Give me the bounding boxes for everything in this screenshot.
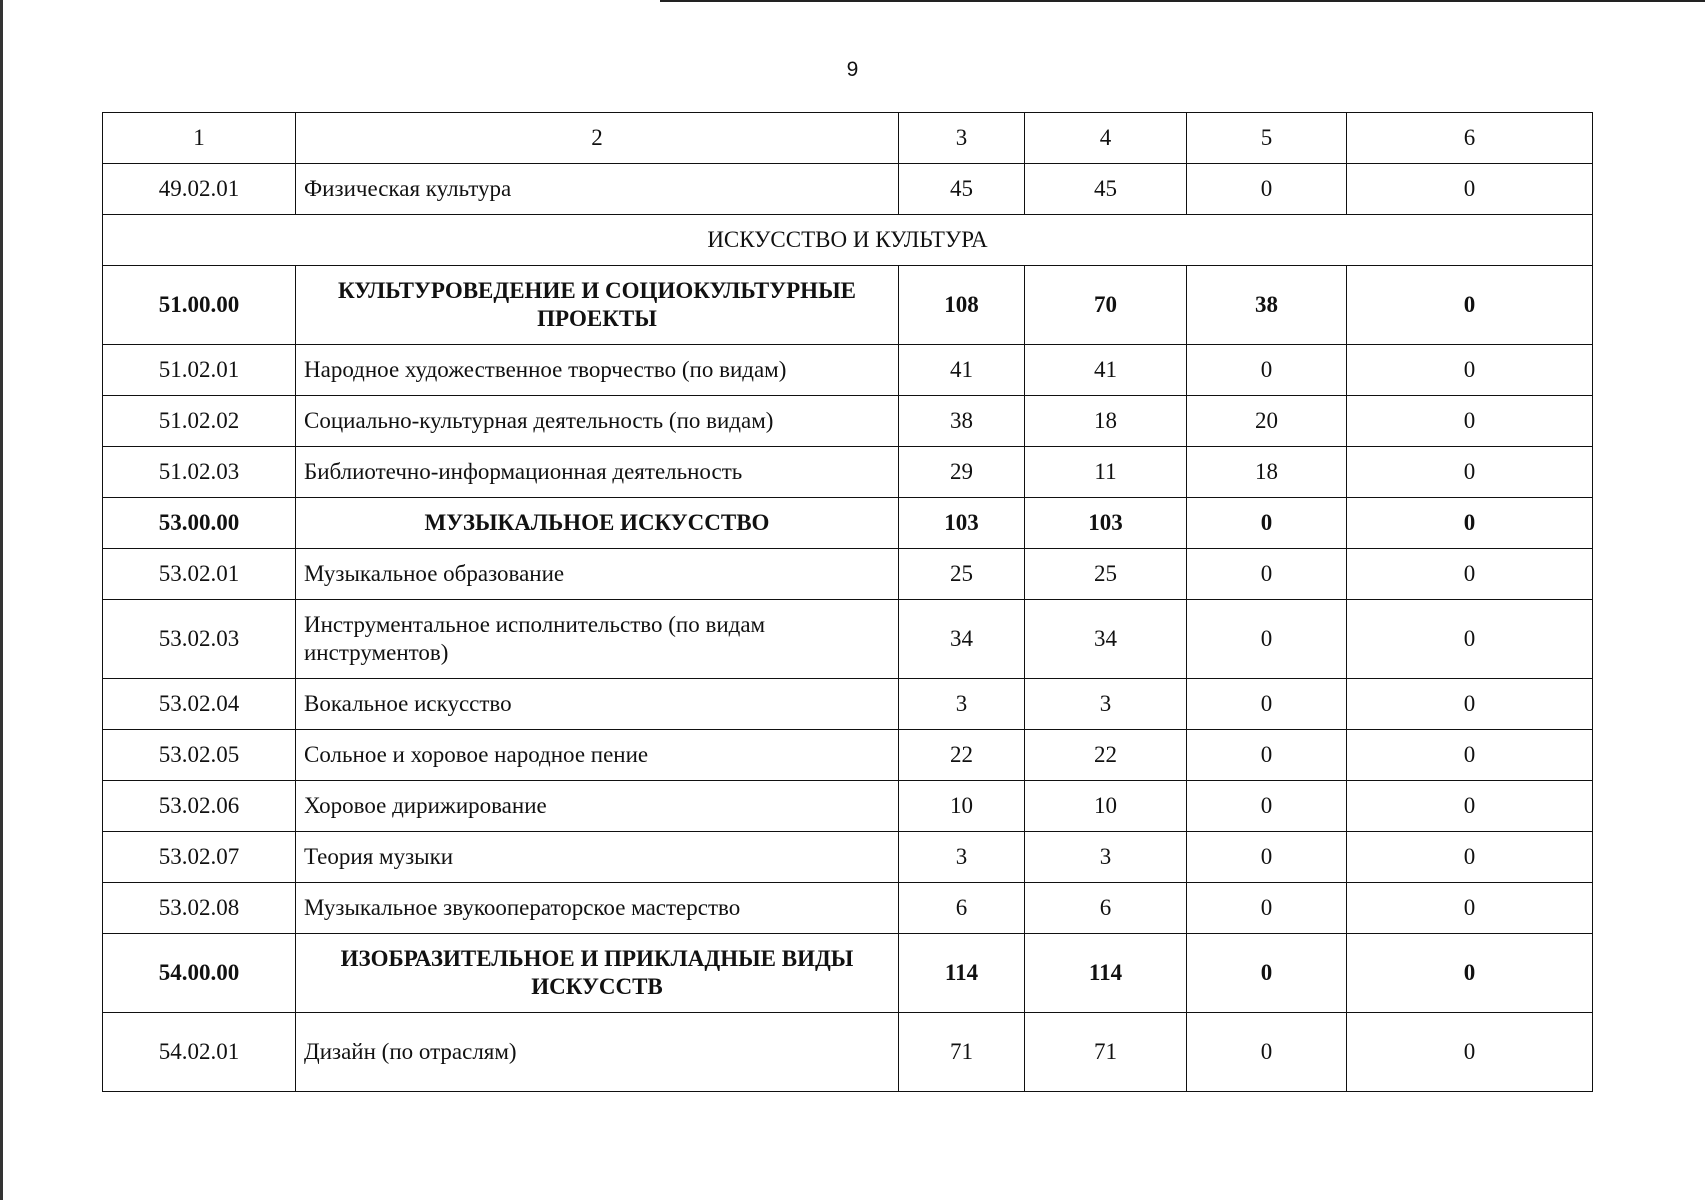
cell-col4: 114 bbox=[1025, 934, 1187, 1013]
cell-col3: 45 bbox=[899, 164, 1025, 215]
cell-col6: 0 bbox=[1347, 164, 1593, 215]
cell-col4: 45 bbox=[1025, 164, 1187, 215]
cell-col3: 108 bbox=[899, 266, 1025, 345]
table-row bbox=[103, 549, 1593, 600]
table-header-row bbox=[103, 113, 1593, 164]
section-row bbox=[103, 215, 1593, 266]
cell-code: 54.02.01 bbox=[103, 1013, 296, 1092]
cell-code: 54.00.00 bbox=[103, 934, 296, 1013]
cell-code: 53.02.07 bbox=[103, 832, 296, 883]
cell-col3: 29 bbox=[899, 447, 1025, 498]
table-row bbox=[103, 345, 1593, 396]
cell-col3: 41 bbox=[899, 345, 1025, 396]
header-col-6: 6 bbox=[1347, 113, 1593, 164]
cell-col6: 0 bbox=[1347, 600, 1593, 679]
cell-col4: 103 bbox=[1025, 498, 1187, 549]
cell-col6: 0 bbox=[1347, 447, 1593, 498]
cell-col5: 0 bbox=[1187, 730, 1347, 781]
cell-name: Хоровое дирижирование bbox=[296, 781, 899, 832]
cell-col5: 0 bbox=[1187, 781, 1347, 832]
cell-col6: 0 bbox=[1347, 679, 1593, 730]
cell-col6: 0 bbox=[1347, 266, 1593, 345]
cell-col3: 114 bbox=[899, 934, 1025, 1013]
cell-name: Музыкальное звукооператорское мастерство bbox=[296, 883, 899, 934]
cell-col3: 10 bbox=[899, 781, 1025, 832]
table-row bbox=[103, 679, 1593, 730]
cell-code: 49.02.01 bbox=[103, 164, 296, 215]
cell-name: КУЛЬТУРОВЕДЕНИЕ И СОЦИОКУЛЬТУРНЫЕ ПРОЕКТЫ bbox=[296, 266, 899, 345]
table-row bbox=[103, 164, 1593, 215]
cell-col4: 25 bbox=[1025, 549, 1187, 600]
cell-name: Дизайн (по отраслям) bbox=[296, 1013, 899, 1092]
header-col-1: 1 bbox=[103, 113, 296, 164]
cell-code: 51.02.01 bbox=[103, 345, 296, 396]
cell-col6: 0 bbox=[1347, 345, 1593, 396]
cell-col5: 0 bbox=[1187, 600, 1347, 679]
table-row bbox=[103, 883, 1593, 934]
cell-col6: 0 bbox=[1347, 396, 1593, 447]
cell-name: Народное художественное творчество (по видам) bbox=[296, 345, 899, 396]
cell-name: Теория музыки bbox=[296, 832, 899, 883]
cell-name: Библиотечно-информационная деятельность bbox=[296, 447, 899, 498]
cell-code: 53.02.04 bbox=[103, 679, 296, 730]
cell-col4: 70 bbox=[1025, 266, 1187, 345]
cell-col5: 0 bbox=[1187, 1013, 1347, 1092]
cell-name: МУЗЫКАЛЬНОЕ ИСКУССТВО bbox=[296, 498, 899, 549]
table-row bbox=[103, 1013, 1593, 1092]
cell-col4: 3 bbox=[1025, 832, 1187, 883]
cell-col3: 34 bbox=[899, 600, 1025, 679]
cell-col3: 71 bbox=[899, 1013, 1025, 1092]
table-row bbox=[103, 730, 1593, 781]
cell-col5: 0 bbox=[1187, 934, 1347, 1013]
section-title: ИСКУССТВО И КУЛЬТУРА bbox=[103, 215, 1593, 266]
cell-name: ИЗОБРАЗИТЕЛЬНОЕ И ПРИКЛАДНЫЕ ВИДЫ ИСКУССТВ bbox=[296, 934, 899, 1013]
header-col-2: 2 bbox=[296, 113, 899, 164]
cell-code: 51.02.03 bbox=[103, 447, 296, 498]
cell-col6: 0 bbox=[1347, 883, 1593, 934]
cell-col5: 0 bbox=[1187, 883, 1347, 934]
table-row bbox=[103, 832, 1593, 883]
cell-name: Сольное и хоровое народное пение bbox=[296, 730, 899, 781]
scan-edge-left bbox=[0, 0, 3, 1200]
cell-col5: 0 bbox=[1187, 498, 1347, 549]
cell-col4: 71 bbox=[1025, 1013, 1187, 1092]
header-col-5: 5 bbox=[1187, 113, 1347, 164]
group-row bbox=[103, 266, 1593, 345]
cell-name: Вокальное искусство bbox=[296, 679, 899, 730]
specialties-table bbox=[102, 112, 1593, 1092]
cell-col3: 3 bbox=[899, 679, 1025, 730]
cell-col3: 6 bbox=[899, 883, 1025, 934]
cell-col5: 0 bbox=[1187, 345, 1347, 396]
group-row bbox=[103, 498, 1593, 549]
cell-col4: 41 bbox=[1025, 345, 1187, 396]
cell-col3: 38 bbox=[899, 396, 1025, 447]
cell-name: Инструментальное исполнительство (по видам инструментов) bbox=[296, 600, 899, 679]
cell-col6: 0 bbox=[1347, 832, 1593, 883]
cell-name: Социально-культурная деятельность (по видам) bbox=[296, 396, 899, 447]
cell-col4: 34 bbox=[1025, 600, 1187, 679]
page-number: 9 bbox=[846, 58, 859, 81]
group-row bbox=[103, 934, 1593, 1013]
cell-col4: 18 bbox=[1025, 396, 1187, 447]
cell-col4: 3 bbox=[1025, 679, 1187, 730]
cell-col4: 6 bbox=[1025, 883, 1187, 934]
cell-col4: 22 bbox=[1025, 730, 1187, 781]
cell-code: 53.00.00 bbox=[103, 498, 296, 549]
header-col-3: 3 bbox=[899, 113, 1025, 164]
cell-name: Музыкальное образование bbox=[296, 549, 899, 600]
scan-edge-top bbox=[660, 0, 1705, 2]
cell-col3: 22 bbox=[899, 730, 1025, 781]
cell-col6: 0 bbox=[1347, 1013, 1593, 1092]
cell-col5: 0 bbox=[1187, 164, 1347, 215]
table-row bbox=[103, 781, 1593, 832]
cell-col5: 0 bbox=[1187, 679, 1347, 730]
cell-code: 51.00.00 bbox=[103, 266, 296, 345]
header-col-4: 4 bbox=[1025, 113, 1187, 164]
cell-col6: 0 bbox=[1347, 730, 1593, 781]
cell-col6: 0 bbox=[1347, 549, 1593, 600]
cell-col3: 3 bbox=[899, 832, 1025, 883]
cell-col5: 38 bbox=[1187, 266, 1347, 345]
cell-col6: 0 bbox=[1347, 781, 1593, 832]
cell-col6: 0 bbox=[1347, 498, 1593, 549]
cell-code: 53.02.08 bbox=[103, 883, 296, 934]
cell-col3: 25 bbox=[899, 549, 1025, 600]
cell-col5: 0 bbox=[1187, 832, 1347, 883]
cell-code: 53.02.03 bbox=[103, 600, 296, 679]
cell-code: 53.02.06 bbox=[103, 781, 296, 832]
cell-col4: 11 bbox=[1025, 447, 1187, 498]
cell-col5: 0 bbox=[1187, 549, 1347, 600]
cell-code: 53.02.01 bbox=[103, 549, 296, 600]
cell-col5: 18 bbox=[1187, 447, 1347, 498]
table-row bbox=[103, 600, 1593, 679]
cell-code: 53.02.05 bbox=[103, 730, 296, 781]
table-row bbox=[103, 447, 1593, 498]
cell-col6: 0 bbox=[1347, 934, 1593, 1013]
table-row bbox=[103, 396, 1593, 447]
cell-name: Физическая культура bbox=[296, 164, 899, 215]
cell-col3: 103 bbox=[899, 498, 1025, 549]
cell-col4: 10 bbox=[1025, 781, 1187, 832]
cell-code: 51.02.02 bbox=[103, 396, 296, 447]
cell-col5: 20 bbox=[1187, 396, 1347, 447]
